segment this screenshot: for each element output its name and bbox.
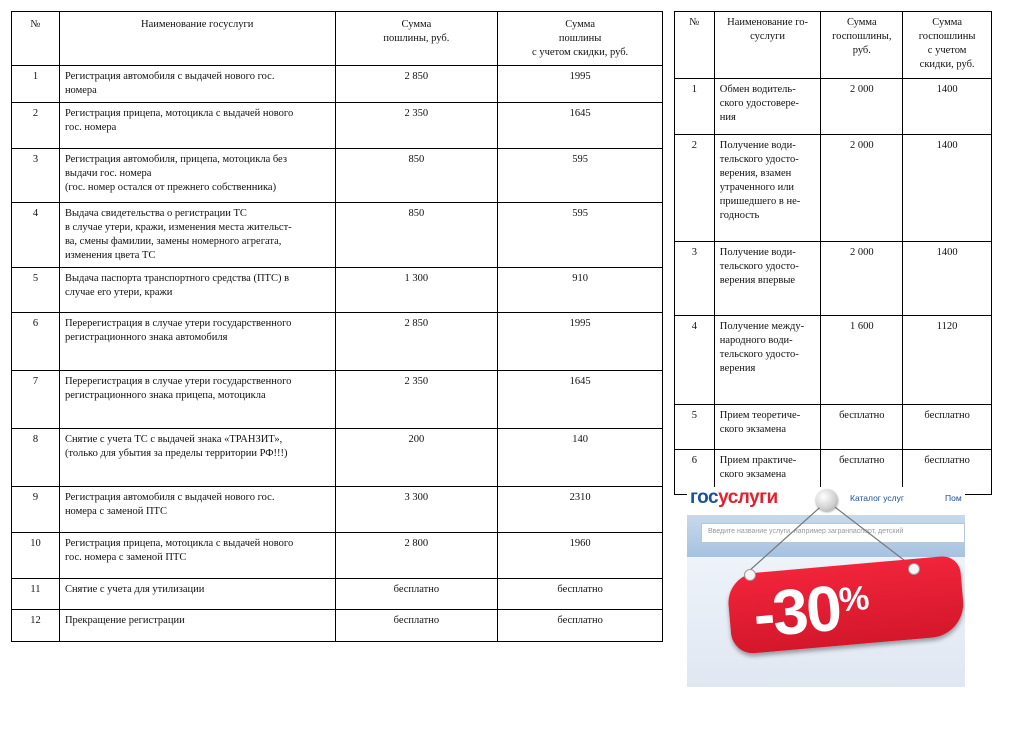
service-name: Прием практиче- ского экзамена [714, 450, 821, 495]
service-name: Выдача паспорта транспортного средства (ПТС) в случае его утери, кражи [59, 268, 335, 313]
row-number: 5 [675, 405, 715, 450]
discount-percent-sign: % [837, 578, 871, 620]
table-row [12, 203, 663, 268]
fee-discount-amount: бесплатно [498, 610, 663, 642]
fee-amount: бесплатно [335, 610, 498, 642]
service-name: Получение между- народного води- тельского удосто- верения [714, 316, 821, 405]
table-row [12, 103, 663, 149]
table-row [675, 135, 992, 242]
gosuslugi-discount-banner [687, 487, 965, 687]
table-row [12, 268, 663, 313]
discount-number: -30 [750, 571, 843, 651]
nav-help-link: Пом [945, 493, 962, 503]
service-name: Регистрация автомобиля, прицепа, мотоцикла без выдачи гос. номера (гос. номер остался от прежнего собственника) [59, 149, 335, 203]
tag-hole-right [908, 563, 920, 575]
fee-discount-amount: бесплатно [903, 405, 992, 450]
header-service-name: Наименование госуслуги [59, 12, 335, 66]
row-number: 4 [12, 203, 60, 268]
fee-amount: 2 000 [821, 79, 903, 135]
table-header-row [12, 12, 663, 66]
row-number: 10 [12, 533, 60, 579]
table-row [12, 371, 663, 429]
service-name: Обмен водитель- ского удостовере- ния [714, 79, 821, 135]
header-service-name: Наименование го- суслуги [714, 12, 821, 79]
table-row [675, 79, 992, 135]
row-number: 8 [12, 429, 60, 487]
logo-part-blue: гос [690, 487, 719, 508]
table-row [12, 429, 663, 487]
fee-amount: 2 800 [335, 533, 498, 579]
row-number: 2 [675, 135, 715, 242]
fee-discount-amount: 1960 [498, 533, 663, 579]
fee-discount-amount: 1400 [903, 135, 992, 242]
table-row [12, 487, 663, 533]
fee-amount: бесплатно [821, 450, 903, 495]
row-number: 9 [12, 487, 60, 533]
row-number: 6 [12, 313, 60, 371]
fee-amount: 3 300 [335, 487, 498, 533]
row-number: 3 [12, 149, 60, 203]
row-number: 1 [12, 66, 60, 103]
table-row [12, 66, 663, 103]
table-row [12, 610, 663, 642]
row-number: 5 [12, 268, 60, 313]
fee-discount-amount: 1400 [903, 79, 992, 135]
table-row [12, 149, 663, 203]
fee-discount-amount: бесплатно [903, 450, 992, 495]
fee-amount: 850 [335, 203, 498, 268]
fee-amount: 2 850 [335, 313, 498, 371]
service-name: Регистрация прицепа, мотоцикла с выдачей нового гос. номера с заменой ПТС [59, 533, 335, 579]
row-number: 7 [12, 371, 60, 429]
header-fee: Сумма пошлины, руб. [335, 12, 498, 66]
service-name: Снятие с учета для утилизации [59, 579, 335, 610]
table-row [675, 316, 992, 405]
fee-amount: 2 350 [335, 103, 498, 149]
row-number: 6 [675, 450, 715, 495]
service-name: Выдача свидетельства о регистрации ТС в случае утери, кражи, изменения места жительст- ва, смены фамилии, замены номерного агрегата, изменения цвета ТС [59, 203, 335, 268]
fees-table-vehicle-registration [11, 11, 663, 642]
service-name: Прием теоретиче- ского экзамена [714, 405, 821, 450]
fee-amount: бесплатно [335, 579, 498, 610]
service-name: Регистрация автомобиля с выдачей нового гос. номера с заменой ПТС [59, 487, 335, 533]
fee-discount-amount: бесплатно [498, 579, 663, 610]
row-number: 4 [675, 316, 715, 405]
fee-discount-amount: 1995 [498, 313, 663, 371]
row-number: 11 [12, 579, 60, 610]
fee-discount-amount: 2310 [498, 487, 663, 533]
header-number: № [675, 12, 715, 79]
service-name: Снятие с учета ТС с выдачей знака «ТРАНЗИТ», (только для убытия за пределы территории РФ!!!) [59, 429, 335, 487]
pin-icon [816, 489, 838, 511]
header-fee: Сумма госпошлины, руб. [821, 12, 903, 79]
table-row [12, 533, 663, 579]
fee-amount: 200 [335, 429, 498, 487]
service-name: Получение води- тельского удосто- верения впервые [714, 242, 821, 316]
fee-amount: 850 [335, 149, 498, 203]
fee-discount-amount: 1120 [903, 316, 992, 405]
service-name: Регистрация автомобиля с выдачей нового гос. номера [59, 66, 335, 103]
fee-amount: 2 850 [335, 66, 498, 103]
search-placeholder: Введите название услуги, например загранпаспорт, детский [708, 528, 904, 535]
table-row [12, 313, 663, 371]
row-number: 3 [675, 242, 715, 316]
service-name: Перерегистрация в случае утери государственного регистрационного знака прицепа, мотоцикла [59, 371, 335, 429]
fee-amount: 1 300 [335, 268, 498, 313]
service-name: Прекращение регистрации [59, 610, 335, 642]
fees-table-driver-license [674, 11, 992, 495]
service-name: Регистрация прицепа, мотоцикла с выдачей нового гос. номера [59, 103, 335, 149]
fee-amount: бесплатно [821, 405, 903, 450]
table-row [675, 405, 992, 450]
row-number: 12 [12, 610, 60, 642]
logo-part-red: услуги [718, 487, 778, 508]
fee-discount-amount: 595 [498, 203, 663, 268]
fee-discount-amount: 1400 [903, 242, 992, 316]
fee-amount: 2 350 [335, 371, 498, 429]
service-name: Получение води- тельского удосто- верения, взамен утраченного или пришедшего в не- годность [714, 135, 821, 242]
row-number: 2 [12, 103, 60, 149]
fee-discount-amount: 1645 [498, 103, 663, 149]
fee-discount-amount: 1995 [498, 66, 663, 103]
table-header-row [675, 12, 992, 79]
header-number: № [12, 12, 60, 66]
header-fee-discount: Сумма госпошлины с учетом скидки, руб. [903, 12, 992, 79]
fee-amount: 2 000 [821, 135, 903, 242]
discount-label [749, 558, 873, 655]
fee-discount-amount: 1645 [498, 371, 663, 429]
fee-discount-amount: 910 [498, 268, 663, 313]
fee-amount: 2 000 [821, 242, 903, 316]
fee-discount-amount: 140 [498, 429, 663, 487]
row-number: 1 [675, 79, 715, 135]
table-row [12, 579, 663, 610]
table-row [675, 242, 992, 316]
fee-discount-amount: 595 [498, 149, 663, 203]
nav-catalog-link: Каталог услуг [850, 493, 904, 503]
fee-amount: 1 600 [821, 316, 903, 405]
header-fee-discount: Сумма пошлины с учетом скидки, руб. [498, 12, 663, 66]
service-name: Перерегистрация в случае утери государственного регистрационного знака автомобиля [59, 313, 335, 371]
